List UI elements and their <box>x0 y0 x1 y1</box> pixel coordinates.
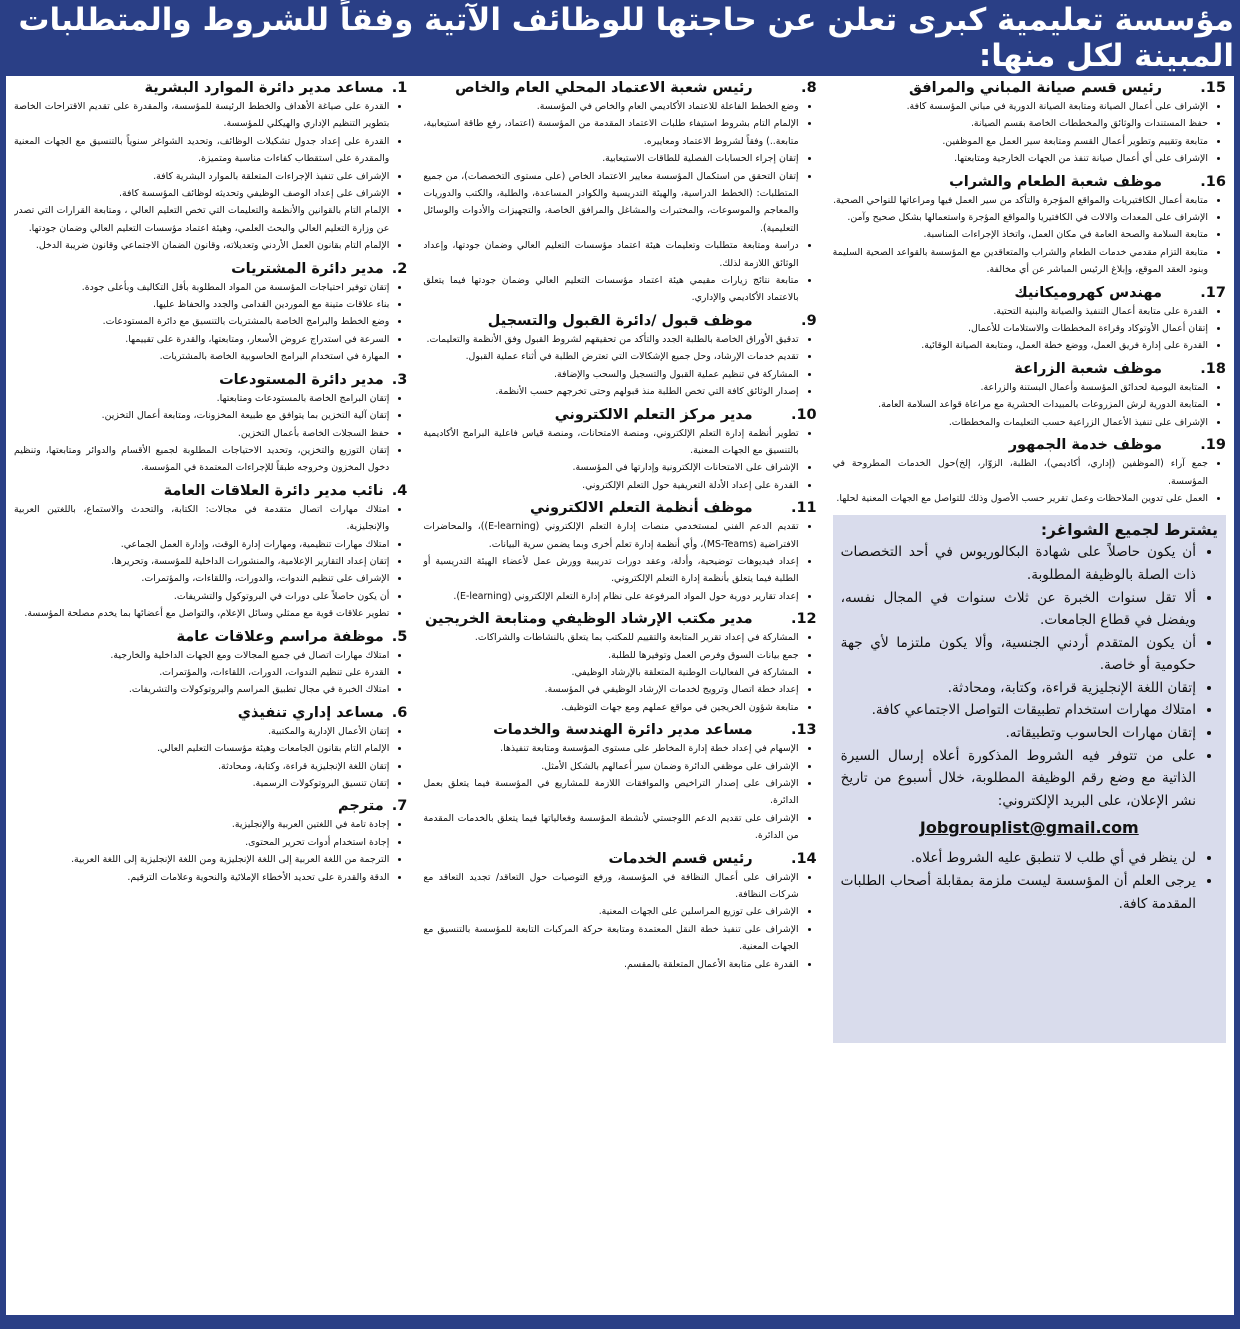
job-duty-item: • تقديم خدمات الإرشاد، وحل جميع الإشكالات التي تعترض الطلبة في أثناء عملية القبول. <box>423 348 798 365</box>
job-listing <box>833 437 1226 507</box>
job-number: 7. <box>391 798 408 815</box>
job-duty-item: • القدرة على إعداد جدول تشكيلات الوظائف، وتحديد الشواغر سنوياً بالتنسيق مع الجهات المعنية والمقدرة على استقطاب كفاءات مناسبة ومتميزة. <box>14 133 389 168</box>
job-duties-list <box>833 303 1226 355</box>
job-duty-item: • جمع بيانات السوق وفرص العمل وتوفيرها للطلبة. <box>423 647 798 664</box>
job-duties-list <box>423 98 816 307</box>
job-duty-item: • حفظ السجلات الخاصة بأعمال التخزين. <box>14 425 389 442</box>
job-title: رئيس قسم الخدمات <box>608 850 753 867</box>
job-number: 17. <box>1200 284 1226 301</box>
job-listing <box>423 500 816 605</box>
job-duty-item: • الإشراف على تنفيذ خطة النقل المعتمدة ومتابعة حركة المركبات التابعة للمؤسسة بالتنسيق مع الجهات المعنية. <box>423 921 798 956</box>
job-duties-list <box>423 331 816 401</box>
job-heading <box>833 80 1226 96</box>
job-heading <box>423 611 816 627</box>
job-duty-item: • حفظ المستندات والوثائق والمخططات الخاصة بقسم الصيانة. <box>833 115 1208 132</box>
job-duty-item: • إتقان أعمال الأوتوكاد وقراءة المخططات والاستلامات للأعمال. <box>833 320 1208 337</box>
job-number: 2. <box>391 260 408 277</box>
job-duties-list <box>423 740 816 844</box>
job-duty-item: • القدرة على متابعة أعمال التنفيذ والصيانة والبنية التحتية. <box>833 303 1208 320</box>
job-duties-list <box>423 629 816 716</box>
job-title: موظف شعبة الزراعة <box>1014 360 1162 377</box>
job-duty-item: • إتقان التوزيع والتخزين، وتحديد الاحتياجات المطلوبة لجميع الأقسام والدوائر ومتابعتها، وتنظيم دخول المخزون وخروجه طبقاً للإجراءات المعتمدة في المؤسسة. <box>14 442 389 477</box>
note-item: • يرجى العلم أن المؤسسة ليست ملزمة بمقابلة أصحاب الطلبات المقدمة كافة. <box>841 870 1196 915</box>
requirement-item: • امتلاك مهارات استخدام تطبيقات التواصل الاجتماعي كافة. <box>841 699 1196 722</box>
job-duty-item: • بناء علاقات متينة مع الموردين القدامى والجدد والحفاظ عليها. <box>14 296 389 313</box>
job-duty-item: • إعداد فيديوهات توضيحية، وأدلة، وعقد دورات تدريبية وورش عمل لأعضاء الهيئة التدريسية أو الطلبة فيما يتعلق بأنظمة إدارة التعلم الإلكتروني. <box>423 553 798 588</box>
job-duties-list <box>14 390 407 477</box>
job-duties-list <box>833 192 1226 279</box>
job-duties-list <box>14 279 407 366</box>
job-duty-item: • إعداد تقارير دورية حول المواد المرفوعة على نظام إدارة التعلم الإلكتروني (E-learning). <box>423 588 798 605</box>
job-duty-item: • الإشراف على إعداد الوصف الوظيفي وتحديثه لوظائف المؤسسة كافة. <box>14 185 389 202</box>
header-banner <box>6 0 1234 76</box>
job-heading <box>14 80 407 96</box>
job-duty-item: • إتقان التحقق من استكمال المؤسسة معايير الاعتماد الخاص (على مستوى التخصصات)، من جميع المتطلبات: (الخطط الدراسية، والهيئة التدريسية والكوادر المساعدة، والطلبة، والكتب والدوريات والمعاجم والموسوعات، والمختبرات والمشاغل والمرافق الخاصة، والتجهيزات والأدوات والوسائل التعليمية). <box>423 168 798 238</box>
job-duty-item: • امتلاك مهارات اتصال في جميع المجالات ومع الجهات الداخلية والخارجية. <box>14 647 389 664</box>
job-duty-item: • القدرة على متابعة الأعمال المتعلقة بالمقسم. <box>423 956 798 973</box>
job-heading <box>423 500 816 516</box>
job-duty-item: • الترجمة من اللغة العربية إلى اللغة الإنجليزية ومن اللغة الإنجليزية إلى اللغة العربية. <box>14 851 389 868</box>
job-listing <box>14 261 407 366</box>
job-duty-item: • متابعة السلامة والصحة العامة في مكان العمل، واتخاذ الإجراءات المناسبة. <box>833 226 1208 243</box>
job-heading <box>423 313 816 329</box>
job-title: مدير مركز التعلم الالكتروني <box>554 406 753 423</box>
job-duty-item: • القدرة على صياغة الأهداف والخطط الرئيسة للمؤسسة، والمقدرة على تقديم الاقتراحات الخاصة بتطوير التنظيم الإداري والهيكلي للمؤسسة. <box>14 98 389 133</box>
job-duty-item: • تقديم الدعم الفني لمستخدمي منصات إدارة التعلم الإلكتروني (E-learning))، والمحاضرات الافتراضية (MS-Teams)، وأي أنظمة إدارة تعلم أخرى وبما يضمن سرية البيانات. <box>423 518 798 553</box>
job-duty-item: • الإلمام التام بالقوانين والأنظمة والتعليمات التي تخص التعليم العالي ، ومتابعة القرارات التي تصدر عن وزارة التعليم العالي والبحث العلمي، وهيئة اعتماد مؤسسات التعليم العالي وضمان جودتها. <box>14 202 389 237</box>
job-listing <box>14 483 407 623</box>
job-duty-item: • الإشراف على المعدات والالات في الكافتيريا والمواقع المؤجرة واستعمالها بشكل صحيح وآمن. <box>833 209 1208 226</box>
job-duty-item: • الإشراف على أعمال الصيانة ومتابعة الصيانة الدورية في مباني المؤسسة كافة. <box>833 98 1208 115</box>
job-duty-item: • المتابعة الدورية لرش المزروعات بالمبيدات الحشرية مع مراعاة قواعد السلامة العامة. <box>833 396 1208 413</box>
job-heading <box>833 361 1226 377</box>
job-heading <box>423 80 816 96</box>
job-number: 15. <box>1200 80 1226 96</box>
job-title: موظف أنظمة التعلم الالكتروني <box>529 500 753 517</box>
job-duty-item: • إصدار الوثائق كافة التي تخص الطلبة منذ قبولهم وحتى تخرجهم حسب الأنظمة. <box>423 383 798 400</box>
job-title: موظفة مراسم وعلاقات عامة <box>176 628 384 645</box>
job-number: 18. <box>1200 360 1226 377</box>
requirement-item: • إتقان مهارات الحاسوب وتطبيقاته. <box>841 722 1196 745</box>
job-duty-item: • السرعة في استدراج عروض الأسعار، ومتابعتها، والقدرة على تقييمها. <box>14 331 389 348</box>
job-duty-item: • الدقة والقدرة على تحديد الأخطاء الإملائية والنحوية وعلامات الترقيم. <box>14 869 389 886</box>
job-duty-item: • امتلاك مهارات تنظيمية، ومهارات إدارة الوقت، وإدارة العمل الجماعي. <box>14 536 389 553</box>
job-duties-list <box>423 518 816 605</box>
job-title: مترجم <box>337 798 384 815</box>
job-duty-item: • تطوير علاقات قوية مع ممثلي وسائل الإعلام، والتواصل مع أعضائها بما يخدم مصلحة المؤسسة. <box>14 605 389 622</box>
job-number: 12. <box>790 611 817 628</box>
requirement-item: • على من تتوفر فيه الشروط المذكورة أعلاه إرسال السيرة الذاتية مع وضع رقم الوظيفة المطلوبة، خلال أسبوع من تاريخ نشر الإعلان، على البريد الإلكتروني: <box>841 745 1196 813</box>
job-duty-item: • وضع الخطط والبرامج الخاصة بالمشتريات بالتنسيق مع دائرة المستودعات. <box>14 313 389 330</box>
job-duty-item: • إتقان إعداد التقارير الإعلامية، والمنشورات الداخلية للمؤسسة، وتحريرها. <box>14 553 389 570</box>
job-listing <box>833 285 1226 355</box>
job-listing <box>14 80 407 255</box>
job-duty-item: • الإشراف على موظفي الدائرة وضمان سير أعمالهم بالشكل الأمثل. <box>423 758 798 775</box>
job-heading <box>14 705 407 721</box>
job-heading <box>14 629 407 645</box>
job-listing <box>423 611 816 716</box>
job-duty-item: • الإشراف على الامتحانات الإلكترونية وإدارتها في المؤسسة. <box>423 459 798 476</box>
job-duty-item: • إعداد خطة اتصال وترويج لخدمات الإرشاد الوظيفي في المؤسسة. <box>423 681 798 698</box>
job-duty-item: • متابعة أعمال الكافتيريات والمواقع المؤجرة والتأكد من سير العمل فيها ومراعاتها للنواحي الصحية. <box>833 192 1208 209</box>
columns <box>14 80 1226 1309</box>
job-listing <box>423 313 816 401</box>
contact-email[interactable]: Jobgrouplist@gmail.com <box>919 818 1139 838</box>
column-left <box>833 80 1226 1309</box>
job-title: موظف شعبة الطعام والشراب <box>949 173 1162 190</box>
job-title: مساعد مدير دائرة الموارد البشرية <box>144 80 384 96</box>
job-listing <box>14 372 407 477</box>
job-heading <box>14 798 407 814</box>
job-title: موظف قبول /دائرة القبول والتسجيل <box>487 312 753 329</box>
job-heading <box>14 483 407 499</box>
job-listing <box>833 80 1226 168</box>
job-title: مهندس كهروميكانيك <box>1014 284 1162 301</box>
job-heading <box>14 261 407 277</box>
job-number: 16. <box>1200 173 1226 190</box>
job-title: رئيس قسم صيانة المباني والمرافق <box>909 80 1162 96</box>
column-left-jobs <box>833 80 1226 507</box>
job-duty-item: • الإلمام التام بقانون العمل الأردني وتعديلاته، وقانون الضمان الاجتماعي وقانون ضريبة الدخل. <box>14 237 389 254</box>
job-title: مساعد مدير دائرة الهندسة والخدمات <box>493 722 753 739</box>
header-title: مؤسسة تعليمية كبرى تعلن عن حاجتها للوظائف الآتية وفقاً للشروط والمتطلبات المبينة لكل منها: <box>18 2 1234 74</box>
column-middle <box>423 80 816 1309</box>
job-duty-item: • الإشراف على أي أعمال صيانة تنفذ من الجهات الخارجية ومتابعتها. <box>833 150 1208 167</box>
job-listing <box>14 798 407 886</box>
job-duties-list <box>14 647 407 699</box>
column-right <box>14 80 407 1309</box>
job-duties-list <box>14 98 407 255</box>
job-duty-item: • المتابعة اليومية لحدائق المؤسسة وأعمال البستنة والزراعة. <box>833 379 1208 396</box>
job-duty-item: • إتقان آلية التخزين بما يتوافق مع طبيعة المخزونات، ومتابعة أعمال التخزين. <box>14 407 389 424</box>
job-listing <box>423 407 816 495</box>
job-duty-item: • المشاركة في الفعاليات الوطنية المتعلقة بالإرشاد الوظيفي. <box>423 664 798 681</box>
job-duty-item: • إتقان توفير احتياجات المؤسسة من المواد المطلوبة بأقل التكاليف وبأعلى جودة. <box>14 279 389 296</box>
job-heading <box>833 174 1226 190</box>
job-duties-list <box>833 98 1226 168</box>
job-duty-item: • الإشراف على تنفيذ الأعمال الزراعية حسب التعليمات والمخططات. <box>833 414 1208 431</box>
job-title: مدير دائرة المستودعات <box>219 371 384 388</box>
requirements-title: يشترط لجميع الشواغر: <box>1040 521 1218 540</box>
requirement-item: • أن يكون المتقدم أردني الجنسية، وألا يكون ملتزما لأي جهة حكومية أو خاصة. <box>841 632 1196 677</box>
job-duties-list <box>423 425 816 495</box>
job-number: 1. <box>391 80 408 96</box>
job-duty-item: • الإشراف على إصدار التراخيص والموافقات اللازمة للمشاريع في المؤسسة فيما يتعلق بعمل الدائرة. <box>423 775 798 810</box>
job-duty-item: • متابعة وتقييم وتطوير أعمال القسم ومتابعة سير العمل مع الموظفين. <box>833 133 1208 150</box>
job-duty-item: • امتلاك مهارات اتصال متقدمة في مجالات: الكتابة، والتحدث والاستماع، باللغتين العربية والإنجليزية. <box>14 501 389 536</box>
job-duty-item: • تطوير أنظمة إدارة التعلم الإلكتروني، ومنصة الامتحانات، ومنصة قياس فاعلية البرامج الأكاديمية بالتنسيق مع الجهات المعنية. <box>423 425 798 460</box>
job-duty-item: • إتقان اللغة الإنجليزية قراءة، وكتابة، ومحادثة. <box>14 758 389 775</box>
job-duties-list <box>14 816 407 886</box>
job-number: 3. <box>391 371 408 388</box>
job-number: 5. <box>391 628 408 645</box>
job-duty-item: • إتقان تنسيق البروتوكولات الرسمية. <box>14 775 389 792</box>
job-title: رئيس شعبة الاعتماد المحلي العام والخاص <box>455 80 753 96</box>
job-heading <box>423 407 816 423</box>
job-title: مدير دائرة المشتريات <box>231 260 384 277</box>
job-duty-item: • متابعة التزام مقدمي خدمات الطعام والشراب والمتعاقدين مع المؤسسة بالقواعد الصحية السليمة وبنود العقد الموقع، وإبلاغ الرئيس المباشر عن أي مخالفة. <box>833 244 1208 279</box>
job-heading <box>423 851 816 867</box>
job-listing <box>423 722 816 844</box>
job-duty-item: • الإشراف على توزيع المراسلين على الجهات المعنية. <box>423 903 798 920</box>
job-duty-item: • متابعة نتائج زيارات مقيمي هيئة اعتماد مؤسسات التعليم العالي وضمان جودتها فيما يتعلق بالاعتماد الأكاديمي والإداري. <box>423 272 798 307</box>
job-duties-list <box>423 869 816 973</box>
job-number: 6. <box>391 704 408 721</box>
job-duty-item: • إجادة تامة في اللغتين العربية والإنجليزية. <box>14 816 389 833</box>
job-heading <box>14 372 407 388</box>
job-duty-item: • وضع الخطط الفاعلة للاعتماد الأكاديمي العام والخاص في المؤسسة. <box>423 98 798 115</box>
job-duty-item: • إتقان البرامج الخاصة بالمستودعات ومتابعتها. <box>14 390 389 407</box>
job-duty-item: • القدرة على إدارة فريق العمل، ووضع خطة العمل، ومتابعة الصيانة الوقائية. <box>833 337 1208 354</box>
note-item: • لن ينظر في أي طلب لا تنطبق عليه الشروط أعلاه. <box>841 847 1196 870</box>
job-number: 19. <box>1200 437 1226 454</box>
job-duty-item: • إجادة استخدام أدوات تحرير المحتوى. <box>14 834 389 851</box>
job-title: مساعد إداري تنفيذي <box>237 704 384 721</box>
job-listing <box>833 174 1226 279</box>
job-duty-item: • متابعة شؤون الخريجين في مواقع عملهم ومع جهات التوظيف. <box>423 699 798 716</box>
job-duty-item: • العمل على تدوين الملاحظات وعمل تقرير حسب الأصول وذلك للتواصل مع الجهات المعنية لحلها. <box>833 490 1208 507</box>
job-duty-item: • أن يكون حاصلاً على دورات في البروتوكول والتشريفات. <box>14 588 389 605</box>
requirement-item: • إتقان اللغة الإنجليزية قراءة، وكتابة، ومحادثة. <box>841 677 1196 700</box>
job-title: موظف خدمة الجمهور <box>1008 437 1162 454</box>
job-duty-item: • المشاركة في إعداد تقرير المتابعة والتقييم للمكتب بما يتعلق بالنشاطات والشراكات. <box>423 629 798 646</box>
job-duty-item: • الإلمام التام بشروط استيفاء طلبات الاعتماد المقدمة من المؤسسة (اعتماد، رفع طاقة استيعابية، متابعة..) وفقاً لشروط الاعتماد ومعاييره. <box>423 115 798 150</box>
job-number: 14. <box>790 850 817 867</box>
job-listing <box>423 80 816 307</box>
job-duty-item: • الإشراف على تنفيذ الإجراءات المتعلقة بالموارد البشرية كافة. <box>14 168 389 185</box>
job-heading <box>833 437 1226 453</box>
job-duty-item: • إتقان إجراء الحسابات الفصلية للطاقات الاستيعابية. <box>423 150 798 167</box>
job-duty-item: • جمع آراء (الموظفين (إداري، أكاديمي)، الطلبة، الزوّار، إلخ)حول الخدمات المطروحة في المؤسسة. <box>833 455 1208 490</box>
job-title: مدير مكتب الإرشاد الوظيفي ومتابعة الخريجين <box>424 611 753 628</box>
job-heading <box>833 285 1226 301</box>
job-number: 11. <box>790 500 817 517</box>
job-duty-item: • تدقيق الأوراق الخاصة بالطلبة الجدد والتأكد من تحقيقهم لشروط القبول وفق الأنظمة والتعليمات. <box>423 331 798 348</box>
job-duty-item: • القدرة على إعداد الأدلة التعريفية حول التعلم الإلكتروني. <box>423 477 798 494</box>
job-duty-item: • الإسهام في إعداد خطة إدارة المخاطر على مستوى المؤسسة ومتابعة تنفيذها. <box>423 740 798 757</box>
requirements-box <box>833 515 1226 1043</box>
job-number: 9. <box>801 312 817 329</box>
job-number: 10. <box>790 406 817 423</box>
job-duty-item: • الإشراف على تنظيم الندوات، والدورات، واللقاءات، والمؤتمرات. <box>14 570 389 587</box>
notes-list <box>841 847 1218 915</box>
job-duty-item: • إتقان الأعمال الإدارية والمكتبية. <box>14 723 389 740</box>
job-title: نائب مدير دائرة العلاقات العامة <box>163 482 384 499</box>
job-listing <box>14 705 407 793</box>
requirements-list <box>841 541 1218 812</box>
job-listing <box>833 361 1226 431</box>
job-duty-item: • الإشراف على أعمال النظافة في المؤسسة، ورفع التوصيات حول التعاقد/ تجديد التعاقد مع شركات النظافة. <box>423 869 798 904</box>
job-listing <box>423 851 816 973</box>
job-duty-item: • الإلمام التام بقانون الجامعات وهيئة مؤسسات التعليم العالي. <box>14 740 389 757</box>
job-duty-item: • امتلاك الخبرة في مجال تطبيق المراسم والبروتوكولات والتشريفات. <box>14 681 389 698</box>
job-duties-list <box>833 379 1226 431</box>
job-number: 4. <box>391 482 408 499</box>
job-duty-item: • دراسة ومتابعة متطلبات وتعليمات هيئة اعتماد مؤسسات التعليم العالي وضمان جودتها، وإعداد الوثائق اللازمة لذلك. <box>423 237 798 272</box>
job-duty-item: • المهارة في استخدام البرامج الحاسوبية الخاصة بالمشتريات. <box>14 348 389 365</box>
job-duty-item: • المشاركة في تنظيم عملية القبول والتسجيل والسحب والإضافة. <box>423 366 798 383</box>
requirement-item: • أن يكون حاصلاً على شهادة البكالوريوس في أحد التخصصات ذات الصلة بالوظيفة المطلوبة. <box>841 541 1196 586</box>
job-number: 13. <box>790 722 817 739</box>
job-duty-item: • الإشراف على تقديم الدعم اللوجستي لأنشطة المؤسسة وفعالياتها فيما يتعلق بالخدمات المقدمة من الدائرة. <box>423 810 798 845</box>
job-duties-list <box>14 501 407 623</box>
job-duties-list <box>833 455 1226 507</box>
requirement-item: • ألا تقل سنوات الخبرة عن ثلاث سنوات في المجال نفسه، ويفضل في قطاع الجامعات. <box>841 587 1196 632</box>
job-listing <box>14 629 407 699</box>
job-duties-list <box>14 723 407 793</box>
job-duty-item: • القدرة على تنظيم الندوات، الدورات، اللقاءات، والمؤتمرات. <box>14 664 389 681</box>
job-number: 8. <box>801 80 817 96</box>
job-heading <box>423 722 816 738</box>
